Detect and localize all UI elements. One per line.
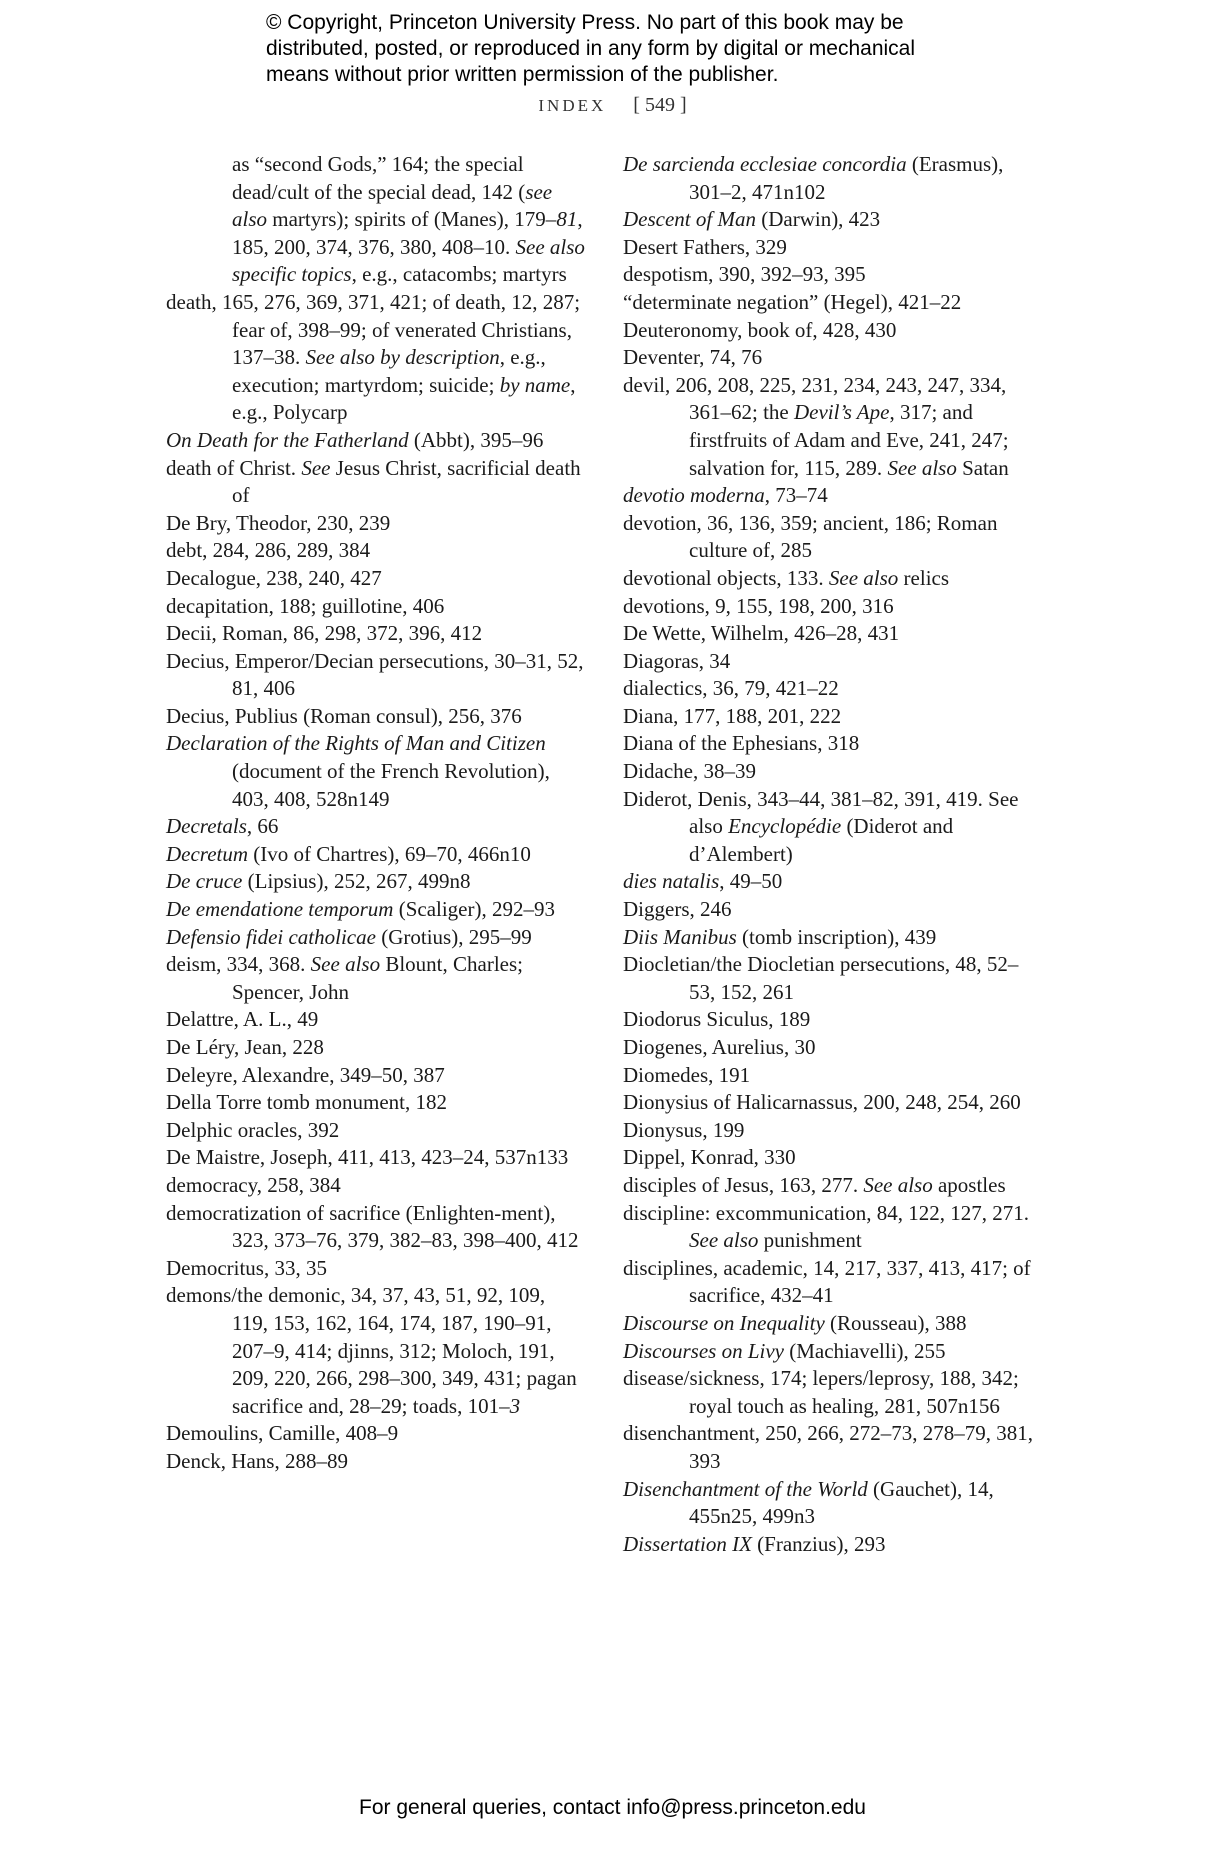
page-number: [ 549 ]	[633, 94, 687, 116]
index-entry: Discourse on Inequality (Rousseau), 388	[623, 1310, 967, 1335]
index-entry: Demoulins, Camille, 408–9	[166, 1421, 399, 1446]
copyright-line-2: distributed, posted, or reproduced in any form by digital or mechanical	[266, 37, 916, 60]
index-entry: Desert Fathers, 329	[623, 234, 787, 259]
index-entry: De cruce (Lipsius), 252, 267, 499n8	[166, 869, 471, 894]
index-entry: Diocletian/the Diocletian persecutions, 48, 52–53, 152, 261	[623, 952, 1019, 1004]
index-entry: Delphic oracles, 392	[166, 1117, 340, 1142]
index-entry: Descent of Man (Darwin), 423	[623, 207, 881, 232]
index-entry: Disenchantment of the World (Gauchet), 14, 455n25, 499n3	[623, 1476, 994, 1529]
index-entry: Dionysus, 199	[623, 1117, 745, 1142]
index-entry: Diagoras, 34	[623, 648, 731, 673]
index-entry: devotion, 36, 136, 359; ancient, 186; Roman culture of, 285	[623, 510, 998, 563]
index-entry: decapitation, 188; guillotine, 406	[166, 593, 445, 618]
index-entry: Diis Manibus (tomb inscription), 439	[623, 924, 937, 949]
index-entry: disciples of Jesus, 163, 277. See also apostles	[623, 1172, 1006, 1197]
index-entry: debt, 284, 286, 289, 384	[166, 538, 371, 563]
index-entry: demons/the demonic, 34, 37, 43, 51, 92, 109, 119, 153, 162, 164, 174, 187, 190–91, 207–9, 414; djinns, 312; Moloch, 191, 209, 220, 266, 298–300, 349, 431; pagan sacrifice and, 28–29; toads, 101–3	[166, 1283, 577, 1418]
index-entry: Diomedes, 191	[623, 1062, 751, 1087]
index-entry: as “second Gods,” 164; the special dead/cult of the special dead, 142 (see also martyrs); spirits of (Manes), 179–81, 185, 200, 374, 376, 380, 408–10. See also specific topics, e.g., catacombs; martyrs	[232, 152, 585, 287]
index-entry: Dippel, Konrad, 330	[623, 1145, 796, 1170]
index-entry: dialectics, 36, 79, 421–22	[623, 676, 839, 701]
index-entry: death, 165, 276, 369, 371, 421; of death, 12, 287; fear of, 398–99; of venerated Christians, 137–38. See also by description, e.g., execution; martyrdom; suicide; by name, e.g., Polycarp	[166, 289, 581, 425]
index-entry: Diodorus Siculus, 189	[623, 1007, 811, 1032]
index-entry: Decretum (Ivo of Chartres), 69–70, 466n10	[166, 841, 531, 866]
index-entry: disciplines, academic, 14, 217, 337, 413, 417; of sacrifice, 432–41	[623, 1255, 1031, 1308]
index-entry: De Bry, Theodor, 230, 239	[166, 510, 391, 535]
index-entry: Decius, Emperor/Decian persecutions, 30–31, 52, 81, 406	[166, 648, 584, 701]
copyright-notice	[266, 10, 1026, 88]
index-entry: De Wette, Wilhelm, 426–28, 431	[623, 621, 900, 646]
index-entry: devil, 206, 208, 225, 231, 234, 243, 247, 334, 361–62; the Devil’s Ape, 317; and firstfruits of Adam and Eve, 241, 247; salvation for, 115, 289. See also Satan	[623, 372, 1009, 480]
index-entry: Deuteronomy, book of, 428, 430	[623, 317, 897, 342]
index-entry: discipline: excommunication, 84, 122, 127, 271. See also punishment	[623, 1200, 1029, 1253]
index-entry: “determinate negation” (Hegel), 421–22	[623, 289, 962, 314]
index-entry: Delattre, A. L., 49	[166, 1007, 319, 1032]
index-entry: De sarcienda ecclesiae concordia (Erasmus), 301–2, 471n102	[623, 152, 1004, 204]
index-entry: De Léry, Jean, 228	[166, 1035, 324, 1059]
index-entry: Defensio fidei catholicae (Grotius), 295–99	[166, 924, 532, 949]
index-right-column	[623, 151, 1043, 1558]
index-entry: Decretals, 66	[166, 814, 279, 839]
running-head	[0, 94, 1225, 117]
footer-contact: For general queries, contact info@press.princeton.edu	[359, 1796, 866, 1819]
index-entry: democracy, 258, 384	[166, 1172, 341, 1197]
index-entry: Denck, Hans, 288–89	[166, 1448, 348, 1473]
index-entry: Discourses on Livy (Machiavelli), 255	[623, 1338, 946, 1363]
index-entry: death of Christ. See Jesus Christ, sacrificial death of	[166, 455, 581, 508]
index-entry: devotional objects, 133. See also relics	[623, 565, 950, 590]
index-entry: Decii, Roman, 86, 298, 372, 396, 412	[166, 621, 483, 646]
index-entry: disenchantment, 250, 266, 272–73, 278–79, 381, 393	[623, 1421, 1034, 1473]
index-entry: De Maistre, Joseph, 411, 413, 423–24, 537n133	[166, 1145, 569, 1170]
index-entry: De emendatione temporum (Scaliger), 292–93	[166, 897, 555, 922]
index-entry: Diana, 177, 188, 201, 222	[623, 703, 842, 728]
index-entry: Dionysius of Halicarnassus, 200, 248, 254, 260	[623, 1090, 1021, 1115]
index-entry: Della Torre tomb monument, 182	[166, 1090, 448, 1115]
index-entry: Deventer, 74, 76	[623, 345, 763, 370]
copyright-line-3: means without prior written permission of the publisher.	[266, 63, 779, 86]
running-head-label: INDEX	[538, 96, 607, 115]
index-entry: Declaration of the Rights of Man and Citizen (document of the French Revolution), 403, 408, 528n149	[166, 731, 550, 811]
index-entry: dies natalis, 49–50	[623, 869, 783, 894]
index-entry: Diana of the Ephesians, 318	[623, 731, 860, 756]
index-entry: Decalogue, 238, 240, 427	[166, 565, 382, 590]
index-entry: democratization of sacrifice (Enlighten-ment), 323, 373–76, 379, 382–83, 398–400, 412	[166, 1200, 579, 1253]
index-entry: Decius, Publius (Roman consul), 256, 376	[166, 703, 522, 728]
index-entry: Diderot, Denis, 343–44, 381–82, 391, 419. See also Encyclopédie (Diderot and d’Alembert)	[623, 786, 1019, 866]
index-entry: devotions, 9, 155, 198, 200, 316	[623, 593, 894, 618]
index-entry: On Death for the Fatherland (Abbt), 395–96	[166, 427, 544, 452]
index-entry: devotio moderna, 73–74	[623, 483, 828, 508]
copyright-line-1: © Copyright, Princeton University Press. No part of this book may be	[266, 11, 904, 34]
index-entry: disease/sickness, 174; lepers/leprosy, 188, 342; royal touch as healing, 281, 507n156	[623, 1366, 1019, 1418]
index-entry: Deleyre, Alexandre, 349–50, 387	[166, 1062, 445, 1087]
index-left-column	[166, 151, 586, 1476]
index-entry: despotism, 390, 392–93, 395	[623, 262, 866, 287]
index-entry: deism, 334, 368. See also Blount, Charles; Spencer, John	[166, 952, 523, 1004]
index-entry: Dissertation IX (Franzius), 293	[623, 1531, 886, 1556]
index-entry: Diggers, 246	[623, 897, 732, 922]
index-entry: Diogenes, Aurelius, 30	[623, 1035, 816, 1059]
index-entry: Didache, 38–39	[623, 759, 756, 784]
index-entry: Democritus, 33, 35	[166, 1255, 327, 1280]
